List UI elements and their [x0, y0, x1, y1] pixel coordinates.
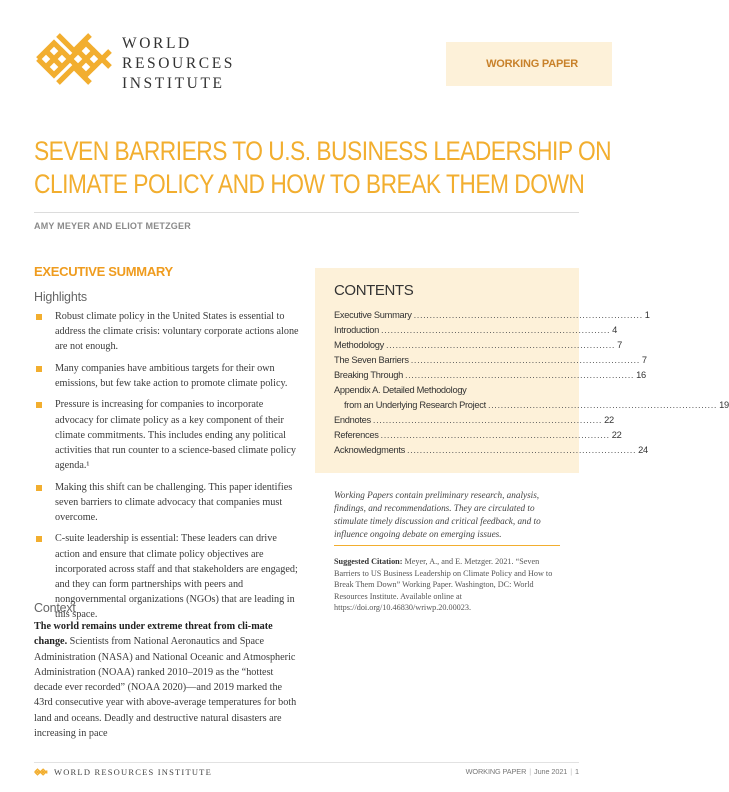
footer-meta: WORKING PAPER | June 2021 | 1	[465, 767, 579, 776]
toc-label: Breaking Through	[334, 370, 403, 380]
toc-label: References	[334, 430, 379, 440]
list-item	[34, 361, 304, 391]
context-lead: The world remains under extreme threat from cli-mate change.	[34, 621, 273, 648]
wri-logo-text	[122, 34, 235, 94]
footer-date: June 2021	[534, 767, 568, 776]
footer-divider	[34, 762, 579, 763]
bullet-text: C-suite leadership is essential: These leaders can drive action and ensure that climate policy objectives are incorporated across staff and that stakeholders are engaged; and they can form partnerships with peers and nongovernmental organizations (NGOs) that are leading in this space.	[55, 533, 298, 621]
toc-item[interactable]: Endnotes ........................................................................ 22	[334, 413, 566, 428]
toc-page: 7	[617, 340, 622, 350]
toc-page: 16	[636, 370, 646, 380]
toc-item[interactable]: The Seven Barriers ........................................................................ 7	[334, 353, 566, 368]
suggested-citation	[334, 556, 566, 614]
toc-label: Methodology	[334, 340, 384, 350]
working-paper-note: Working Papers contain preliminary research, analysis, findings, and recommendations. They are circulated to stimulate timely discussion and critical feedback, and to influence ongoing debate on emerging issues.	[334, 490, 541, 539]
executive-summary-heading: EXECUTIVE SUMMARY	[34, 264, 173, 279]
page-title	[34, 135, 612, 201]
wri-footer-logo-icon	[34, 766, 48, 778]
contents-panel	[315, 268, 729, 473]
toc-label: Appendix A. Detailed Methodology	[334, 385, 467, 395]
toc-item[interactable]: Methodology ........................................................................ 7	[334, 338, 566, 353]
context-text: Scientists from National Aeronautics and Space Administration (NASA) and National Oceanic and Atmospheric Administration (NOAA) ranked 2010–2019 as the “hottest decade ever recorded” (NOAA 2020)—and 2019 marked the 43rd consecutive year with above-average temperatures for both land and oceans. Deadly and destructive natural disasters are increasing in pace	[34, 636, 297, 740]
logo-line: RESOURCES	[122, 55, 235, 72]
bullet-text: Many companies have ambitious targets for their own emissions, but few take action to promote climate policy.	[55, 362, 288, 389]
contents-heading: CONTENTS	[334, 282, 414, 299]
toc-label: Introduction	[334, 325, 379, 335]
bullet-square-icon	[36, 536, 42, 542]
authors: AMY MEYER AND ELIOT METZGER	[34, 221, 191, 231]
doc-type-label: WORKING PAPER	[486, 58, 578, 70]
toc-page: 1	[644, 310, 650, 320]
toc-label: from an Underlying Research Project	[344, 400, 486, 410]
toc-label: The Seven Barriers	[334, 355, 409, 365]
footer-doc-type: WORKING PAPER	[465, 767, 527, 776]
toc-item[interactable]: from an Underlying Research Project ........................................................................ 19	[334, 398, 566, 413]
doc-type-banner	[446, 42, 612, 86]
bullet-text: Pressure is increasing for companies to incorporate advocacy for climate policy as a key component of their climate commitments. This includes ending any political activities that run counter to a science-based climate policy agenda.¹	[55, 399, 297, 472]
citation-divider	[334, 545, 560, 546]
toc-item[interactable]	[334, 383, 566, 398]
toc-item[interactable]: Introduction ........................................................................ 4	[334, 323, 566, 338]
toc-label: Endnotes	[334, 415, 371, 425]
toc-page: 19	[719, 400, 729, 410]
toc-item[interactable]: Acknowledgments ........................................................................ 24	[334, 443, 566, 458]
highlights-heading: Highlights	[34, 290, 87, 304]
bullet-text: Robust climate policy in the United States is essential to address the climate crisis: voluntary corporate actions alone are not enough.	[55, 311, 299, 353]
table-of-contents	[334, 308, 729, 458]
context-paragraph	[34, 619, 302, 741]
toc-page: 22	[604, 415, 614, 425]
list-item	[34, 397, 304, 473]
citation-text: Meyer, A., and E. Metzger. 2021. “Seven Barriers to US Business Leadership on Climate Policy and How to Break Them Down” Working Paper. Washington, DC: World Resources Institute. Available online at https://doi.org/10.46830/wriwp.20.00023.	[334, 557, 553, 612]
list-item	[34, 309, 304, 355]
page-number: 1	[575, 767, 579, 776]
title-line: SEVEN BARRIERS TO U.S. BUSINESS LEADERSHIP ON	[34, 136, 612, 166]
toc-page: 4	[612, 325, 618, 335]
bullet-square-icon	[36, 485, 42, 491]
toc-label: Executive Summary	[334, 310, 412, 320]
toc-page: 22	[611, 430, 622, 440]
logo-line: WORLD	[122, 35, 192, 52]
bullet-square-icon	[36, 314, 42, 320]
footer-org-name: WORLD RESOURCES INSTITUTE	[54, 767, 212, 777]
toc-item[interactable]: Executive Summary ........................................................................ 1	[334, 308, 566, 323]
bullet-square-icon	[36, 366, 42, 372]
highlights-list	[34, 309, 304, 629]
bullet-text: Making this shift can be challenging. This paper identifies seven barriers to climate advocacy that companies must overcome.	[55, 481, 293, 523]
toc-item[interactable]: Breaking Through ........................................................................ 16	[334, 368, 566, 383]
list-item	[34, 480, 304, 526]
title-divider	[34, 212, 579, 213]
toc-item[interactable]: References ........................................................................ 22	[334, 428, 566, 443]
wri-logo-icon	[34, 26, 114, 92]
toc-page: 24	[638, 445, 648, 455]
bullet-square-icon	[36, 402, 42, 408]
toc-page: 7	[641, 355, 647, 365]
context-heading: Context	[34, 601, 76, 615]
title-line: CLIMATE POLICY AND HOW TO BREAK THEM DOWN	[34, 169, 585, 199]
toc-label: Acknowledgments	[334, 445, 405, 455]
citation-label: Suggested Citation:	[334, 557, 403, 566]
logo-line: INSTITUTE	[122, 75, 225, 92]
